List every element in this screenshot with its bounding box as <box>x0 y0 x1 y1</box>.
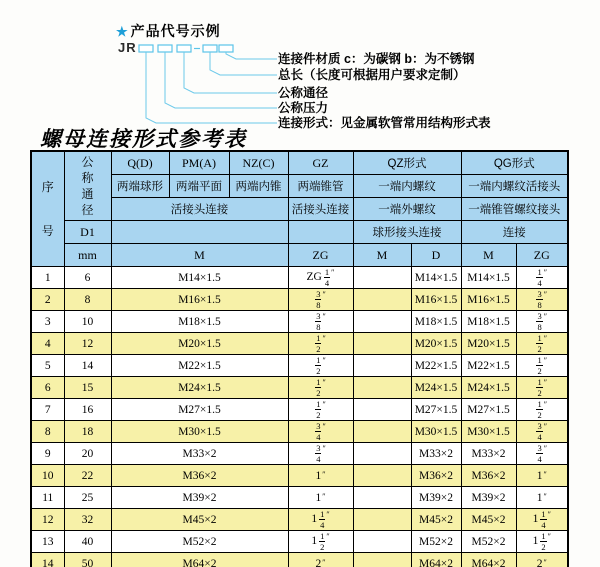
col-qg-m: M20×1.5 <box>461 333 516 355</box>
header-blank-left <box>111 221 288 244</box>
col-qz-m <box>353 487 411 509</box>
col-qg-zg: $\frac{3}{4}$ ″ <box>516 421 568 443</box>
col-qz-d: M22×1.5 <box>411 355 461 377</box>
leader-line-conn <box>146 52 277 123</box>
col-qz-d: M30×1.5 <box>411 421 461 443</box>
fraction-value: $\frac{3}{8}$ <box>537 288 542 310</box>
col-dn: 6 <box>64 267 111 289</box>
fraction-value: $\frac{1}{4}$ <box>537 266 542 288</box>
col-qg-zg: $\frac{3}{8}$ ″ <box>516 311 568 333</box>
col-qg-m: M14×1.5 <box>461 267 516 289</box>
col-zg: $\frac{3}{4}$ ″ <box>288 421 353 443</box>
fraction-value: $\frac{3}{4}$ <box>316 442 321 464</box>
col-qg-m: M18×1.5 <box>461 311 516 333</box>
col-qg-zg: $\frac{1}{2}$ ″ <box>516 399 568 421</box>
col-qg-zg: 1 $\frac{1}{4}$ ″ <box>516 509 568 531</box>
col-qz-d: M33×2 <box>411 443 461 465</box>
nut-connection-reference-table <box>30 150 569 567</box>
col-m: M16×1.5 <box>111 289 288 311</box>
header-qz-connection: 球形接头连接 <box>353 221 461 244</box>
fraction-value: $\frac{1}{2}$ <box>316 354 321 376</box>
col-seq: 2 <box>31 289 64 311</box>
col-seq: 11 <box>31 487 64 509</box>
col-seq: 3 <box>31 311 64 333</box>
col-qz-m <box>353 421 411 443</box>
header-d1: D1 <box>64 221 111 244</box>
col-m: M18×1.5 <box>111 311 288 333</box>
leader-line-material <box>226 52 277 59</box>
header-seq: 序号 <box>31 151 64 267</box>
col-qg-m: M45×2 <box>461 509 516 531</box>
col-qz-d: M14×1.5 <box>411 267 461 289</box>
col-qg-zg: $\frac{3}{4}$ ″ <box>516 443 568 465</box>
col-qz-d: M45×2 <box>411 509 461 531</box>
col-zg: $\frac{3}{4}$ ″ <box>288 443 353 465</box>
col-zg: $\frac{1}{2}$ ″ <box>288 355 353 377</box>
col-dn: 15 <box>64 377 111 399</box>
table-row <box>31 377 568 399</box>
table-row <box>31 531 568 553</box>
col-qz-d: M24×1.5 <box>411 377 461 399</box>
header-qg-form: QG形式 <box>461 151 568 175</box>
header-qg-desc2: 一端锥管螺纹接头 <box>461 198 568 221</box>
code-box-3 <box>177 45 191 52</box>
col-m: M14×1.5 <box>111 267 288 289</box>
code-box-2 <box>158 45 172 52</box>
header-union-connection: 活接头连接 <box>111 198 288 221</box>
code-box-4 <box>203 45 217 52</box>
fraction-value: $\frac{3}{4}$ <box>537 442 542 464</box>
col-qz-d: M39×2 <box>411 487 461 509</box>
leader-line-length <box>210 52 277 75</box>
header-qg-desc1: 一端内螺纹活接头 <box>461 175 568 198</box>
col-dn: 40 <box>64 531 111 553</box>
fraction-value: $\frac{3}{8}$ <box>316 310 321 332</box>
col-qz-m <box>353 553 411 567</box>
col-seq: 13 <box>31 531 64 553</box>
col-dn: 14 <box>64 355 111 377</box>
col-seq: 4 <box>31 333 64 355</box>
fraction-value: $\frac{1}{4}$ <box>324 266 330 288</box>
col-m: M39×2 <box>111 487 288 509</box>
col-zg: $\frac{3}{8}$ ″ <box>288 311 353 333</box>
col-qz-d: M36×2 <box>411 465 461 487</box>
col-qg-m: M39×2 <box>461 487 516 509</box>
header-qz-m: M <box>353 244 411 267</box>
col-dn: 12 <box>64 333 111 355</box>
col-qz-m <box>353 311 411 333</box>
col-qz-d: M52×2 <box>411 531 461 553</box>
header-m: M <box>111 244 288 267</box>
col-qg-zg: 1 $\frac{1}{2}$ ″ <box>516 531 568 553</box>
header-qz-desc1: 一端内螺纹 <box>353 175 461 198</box>
header-gz-connection: 活接头连接 <box>288 198 353 221</box>
fraction-value: $\frac{1}{2}$ <box>537 354 542 376</box>
col-qg-m: M52×2 <box>461 531 516 553</box>
col-zg: $\frac{1}{2}$ ″ <box>288 399 353 421</box>
col-qz-m <box>353 443 411 465</box>
col-zg: ZG $\frac{1}{4}$ ″ <box>288 267 353 289</box>
header-nz: NZ(C) <box>229 151 288 175</box>
fraction-value: $\frac{3}{4}$ <box>316 420 321 442</box>
table-title: 螺母连接形式参考表 <box>40 126 247 151</box>
col-qz-m <box>353 333 411 355</box>
col-seq: 5 <box>31 355 64 377</box>
fraction-value: $\frac{3}{8}$ <box>316 288 321 310</box>
col-m: M52×2 <box>111 531 288 553</box>
header-qz-d: D <box>411 244 461 267</box>
fraction-value: $\frac{1}{4}$ <box>320 508 325 530</box>
col-seq: 8 <box>31 421 64 443</box>
col-qg-zg: $\frac{3}{8}$ ″ <box>516 289 568 311</box>
col-qg-zg: 1″ <box>516 465 568 487</box>
header-mm: mm <box>64 244 111 267</box>
col-qz-m <box>353 465 411 487</box>
table-row <box>31 311 568 333</box>
fraction-value: $\frac{1}{2}$ <box>537 332 542 354</box>
leader-line-pressure <box>165 52 277 108</box>
fraction-value: $\frac{1}{2}$ <box>541 530 546 552</box>
col-qz-d: M64×2 <box>411 553 461 567</box>
product-code-example-text: 产品代号示例 <box>130 23 221 39</box>
col-zg: $\frac{1}{2}$ ″ <box>288 377 353 399</box>
col-qz-m <box>353 399 411 421</box>
col-zg: 1 $\frac{1}{2}$ ″ <box>288 531 353 553</box>
col-m: M24×1.5 <box>111 377 288 399</box>
table-row <box>31 443 568 465</box>
col-zg: 2″ <box>288 553 353 567</box>
col-m: M30×1.5 <box>111 421 288 443</box>
col-dn: 10 <box>64 311 111 333</box>
header-qz-desc2: 一端外螺纹 <box>353 198 461 221</box>
fraction-value: $\frac{1}{2}$ <box>537 376 542 398</box>
col-seq: 7 <box>31 399 64 421</box>
table-row <box>31 553 568 567</box>
fraction-value: $\frac{3}{4}$ <box>537 420 542 442</box>
header-pm-desc: 两端平面 <box>169 175 229 198</box>
col-seq: 14 <box>31 553 64 567</box>
leader-line-diameter <box>184 52 277 93</box>
col-dn: 16 <box>64 399 111 421</box>
col-dn: 22 <box>64 465 111 487</box>
table-row <box>31 399 568 421</box>
col-qg-m: M33×2 <box>461 443 516 465</box>
col-seq: 1 <box>31 267 64 289</box>
col-qz-m <box>353 377 411 399</box>
header-blank-gz <box>288 221 353 244</box>
table-row <box>31 487 568 509</box>
col-m: M64×2 <box>111 553 288 567</box>
header-qg-connection: 连接 <box>461 221 568 244</box>
col-qz-d: M27×1.5 <box>411 399 461 421</box>
col-zg: $\frac{3}{8}$ ″ <box>288 289 353 311</box>
col-zg: 1 $\frac{1}{4}$ ″ <box>288 509 353 531</box>
col-dn: 8 <box>64 289 111 311</box>
table-row <box>31 421 568 443</box>
table-row <box>31 509 568 531</box>
col-m: M20×1.5 <box>111 333 288 355</box>
col-dn: 18 <box>64 421 111 443</box>
header-qg-zg: ZG <box>516 244 568 267</box>
code-box-5 <box>219 45 233 52</box>
col-qz-m <box>353 531 411 553</box>
header-q: Q(D) <box>111 151 169 175</box>
col-seq: 6 <box>31 377 64 399</box>
col-qg-m: M24×1.5 <box>461 377 516 399</box>
col-seq: 12 <box>31 509 64 531</box>
col-qg-zg: 2″ <box>516 553 568 567</box>
header-qz-form: QZ形式 <box>353 151 461 175</box>
fraction-value: $\frac{1}{4}$ <box>541 508 546 530</box>
label-nominal-pressure: 公称压力 <box>278 101 329 115</box>
label-nominal-diameter: 公称通径 <box>278 86 329 100</box>
col-qg-m: M30×1.5 <box>461 421 516 443</box>
col-zg: $\frac{1}{2}$ ″ <box>288 333 353 355</box>
col-qz-m <box>353 355 411 377</box>
col-qg-m: M22×1.5 <box>461 355 516 377</box>
col-qg-m: M64×2 <box>461 553 516 567</box>
header-q-desc: 两端球形 <box>111 175 169 198</box>
col-dn: 32 <box>64 509 111 531</box>
table-row <box>31 333 568 355</box>
label-total-length: 总长（长度可根据用户要求定制） <box>278 68 466 82</box>
header-nz-desc: 两端内锥 <box>229 175 288 198</box>
table-row <box>31 267 568 289</box>
col-qg-m: M16×1.5 <box>461 289 516 311</box>
label-connector-material: 连接件材质 c：为碳钢 b：为不锈钢 <box>278 52 475 66</box>
fraction-value: $\frac{3}{8}$ <box>537 310 542 332</box>
header-qg-m: M <box>461 244 516 267</box>
col-dn: 25 <box>64 487 111 509</box>
header-nominal-diameter: 公称通径 <box>64 151 111 221</box>
col-qg-zg: $\frac{1}{2}$ ″ <box>516 333 568 355</box>
col-qg-m: M27×1.5 <box>461 399 516 421</box>
col-qg-zg: $\frac{1}{4}$ ″ <box>516 267 568 289</box>
col-seq: 10 <box>31 465 64 487</box>
col-dn: 20 <box>64 443 111 465</box>
label-connection-form: 连接形式：见金属软管常用结构形式表 <box>278 116 491 130</box>
col-qg-m: M36×2 <box>461 465 516 487</box>
fraction-value: $\frac{1}{2}$ <box>320 530 325 552</box>
col-m: M33×2 <box>111 443 288 465</box>
col-zg: 1″ <box>288 487 353 509</box>
product-code-prefix: JR <box>118 40 137 55</box>
col-qz-d: M18×1.5 <box>411 311 461 333</box>
fraction-value: $\frac{1}{2}$ <box>316 376 321 398</box>
table-header <box>31 151 568 267</box>
col-qz-d: M20×1.5 <box>411 333 461 355</box>
header-gz: GZ <box>288 151 353 175</box>
col-m: M45×2 <box>111 509 288 531</box>
table-row <box>31 465 568 487</box>
fraction-value: $\frac{1}{2}$ <box>537 398 542 420</box>
table-row <box>31 289 568 311</box>
col-qg-zg: $\frac{1}{2}$ ″ <box>516 377 568 399</box>
header-zg: ZG <box>288 244 353 267</box>
col-qz-m <box>353 289 411 311</box>
code-box-1 <box>139 45 153 52</box>
col-m: M27×1.5 <box>111 399 288 421</box>
col-m: M22×1.5 <box>111 355 288 377</box>
col-qz-d: M16×1.5 <box>411 289 461 311</box>
header-pm: PM(A) <box>169 151 229 175</box>
col-qg-zg: $\frac{1}{2}$ ″ <box>516 355 568 377</box>
col-qg-zg: 1″ <box>516 487 568 509</box>
fraction-value: $\frac{1}{2}$ <box>316 332 321 354</box>
col-zg: 1″ <box>288 465 353 487</box>
col-qz-m <box>353 267 411 289</box>
col-seq: 9 <box>31 443 64 465</box>
table-row <box>31 355 568 377</box>
col-dn: 50 <box>64 553 111 567</box>
star-icon: ★ <box>116 24 129 39</box>
fraction-value: $\frac{1}{2}$ <box>316 398 321 420</box>
table-body <box>31 267 568 567</box>
header-gz-desc: 两端锥管 <box>288 175 353 198</box>
col-qz-m <box>353 509 411 531</box>
col-m: M36×2 <box>111 465 288 487</box>
